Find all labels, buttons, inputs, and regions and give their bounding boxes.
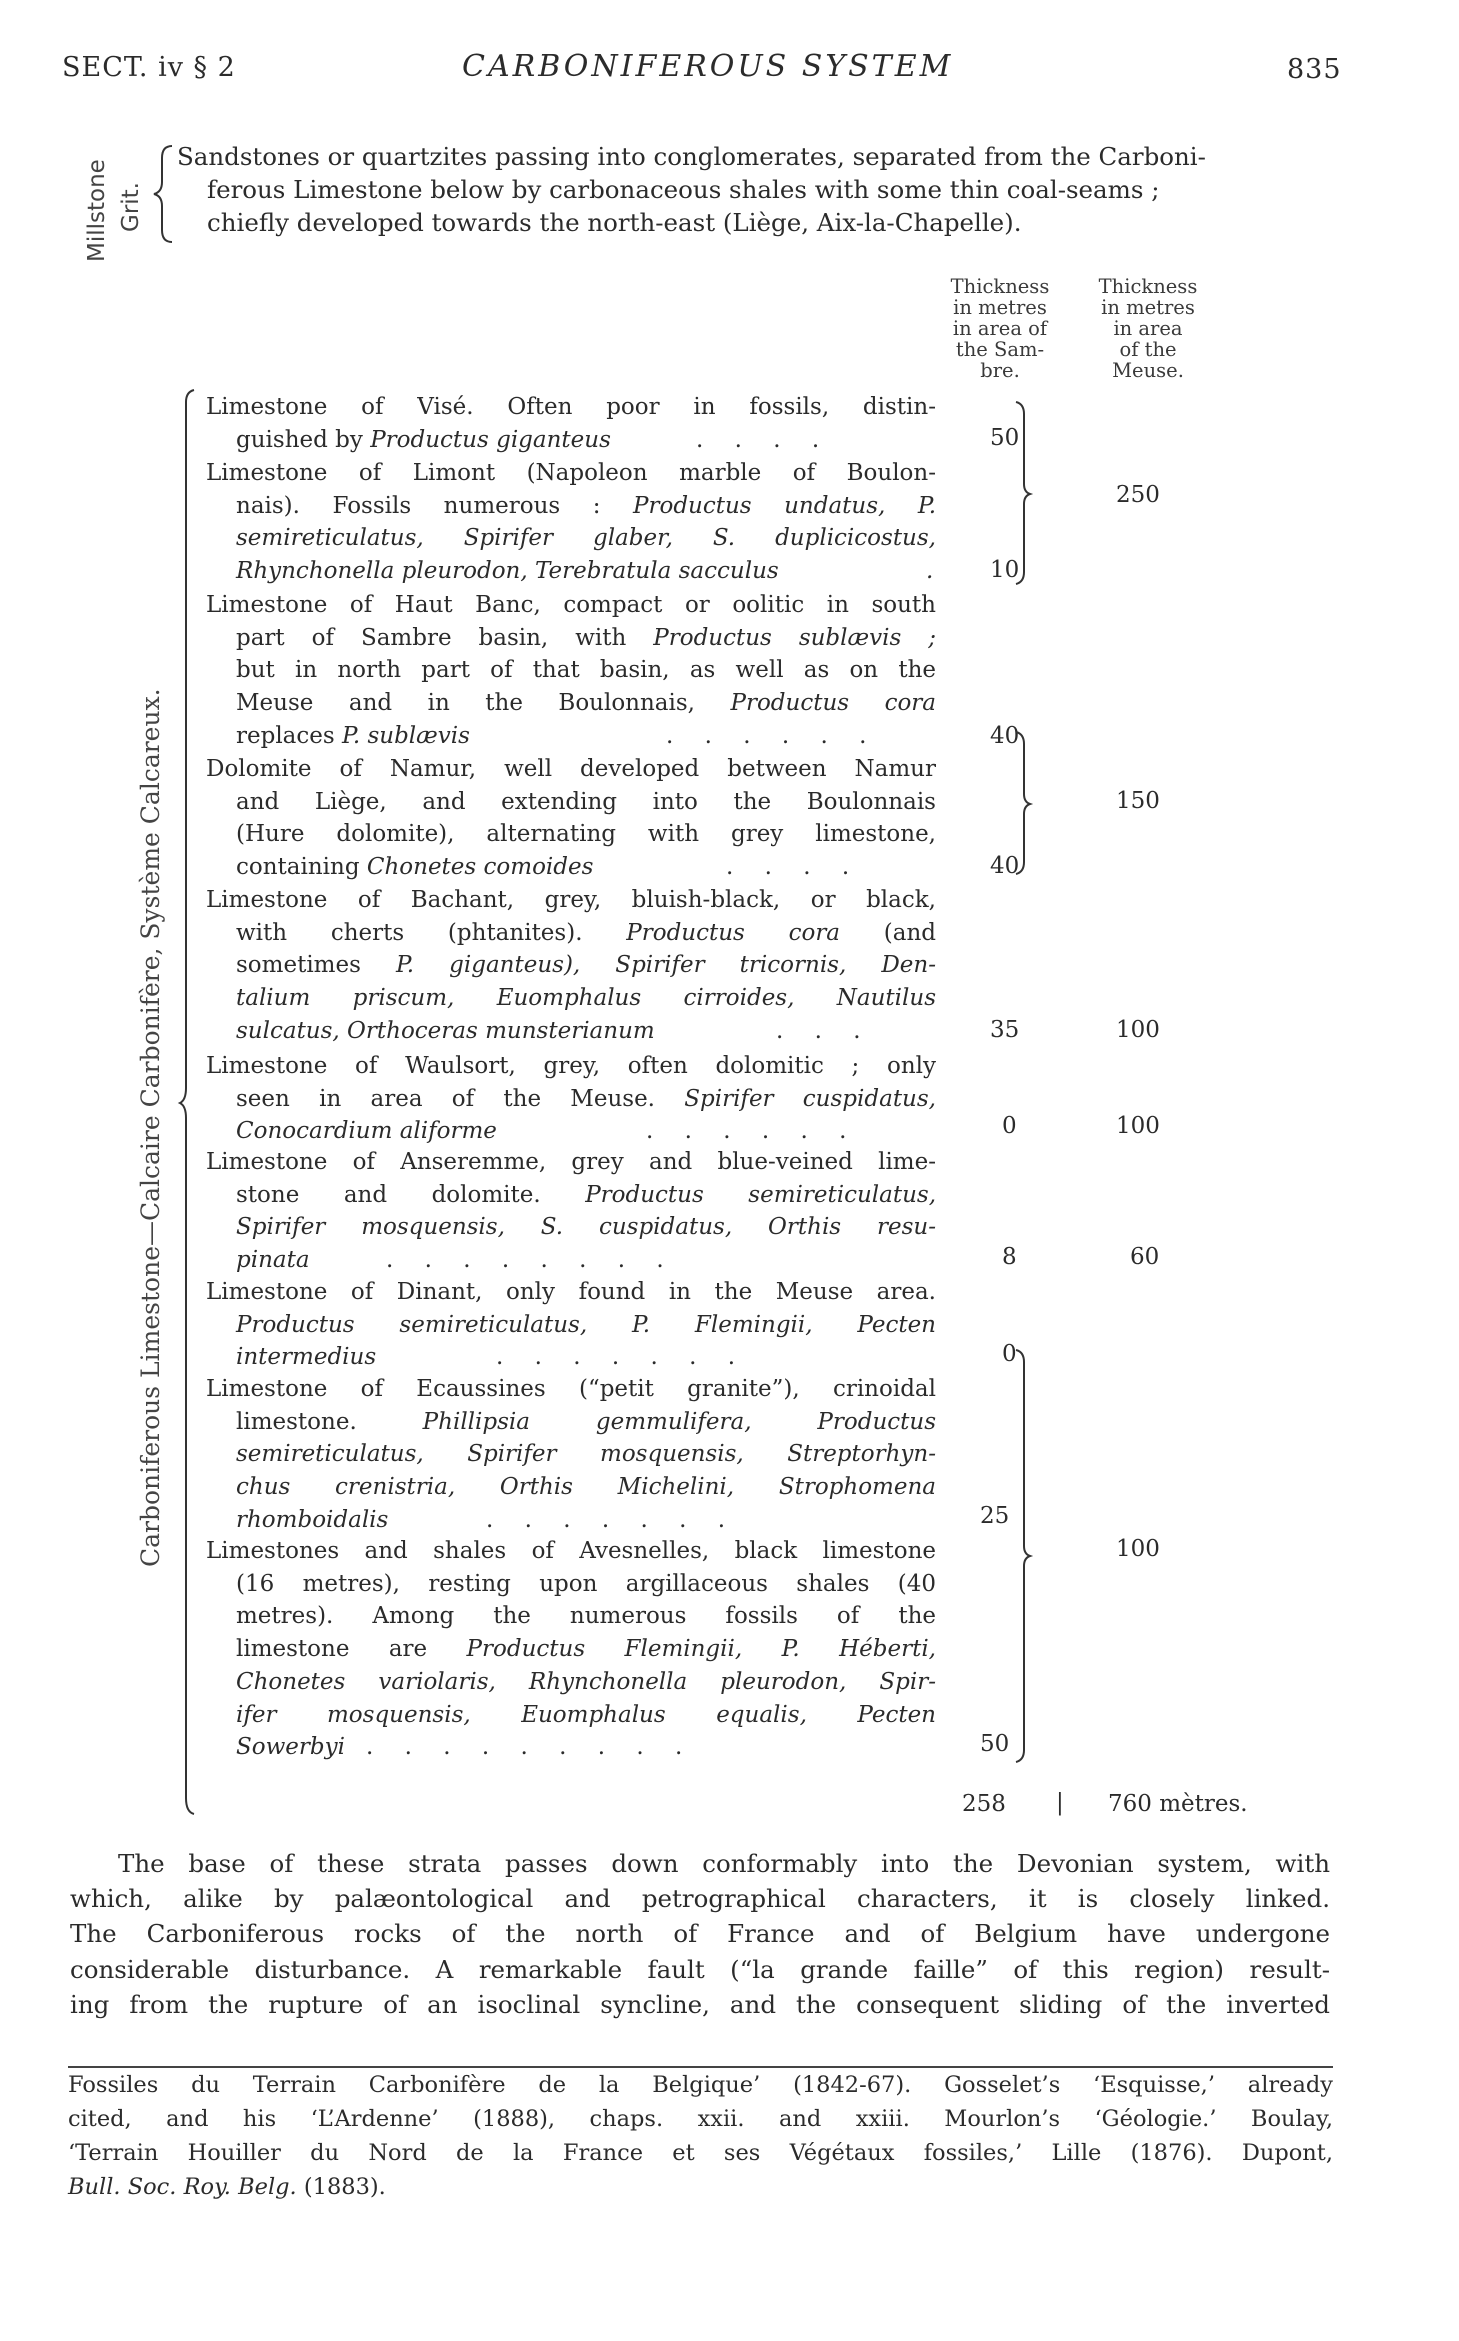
sambre-value: 8 — [1002, 1244, 1017, 1270]
millstone-description — [177, 140, 1317, 239]
meuse-value: 250 — [1116, 482, 1160, 508]
limestone-brace — [172, 388, 208, 1818]
meuse-value: 100 — [1116, 1017, 1160, 1043]
millstone-line: ferous Limestone below by carbonaceous shales with some thin coal-seams ; — [207, 175, 1160, 204]
millstone-line: chiefly developed towards the north-east (Liège, Aix-la-Chapelle). — [207, 208, 1022, 237]
sambre-value: 50 — [980, 1731, 1010, 1757]
sambre-value: 40 — [990, 853, 1020, 879]
footnote-line: ‘Terrain Houiller du Nord de la France et ses Végétaux fossiles,’ Lille (1876). Dupont, — [68, 2140, 1333, 2166]
meuse-value: 100 — [1116, 1536, 1160, 1562]
entry-namur: Dolomite of Namur, well developed between Namur and Liège, and extending into the Boulonnais (Hure dolomite), alternating with grey limestone, containing Chonetes comoides . . . . — [206, 756, 936, 881]
entry-bachant: Limestone of Bachant, grey, bluish-black, or black, with cherts (phtanites). Productus cora (and sometimes P. giganteus), Spirifer tricornis, Den- talium priscum, Euomphalus cirroides, Nautilus sulcatus, Orthoceras munsterianum . . . — [206, 887, 936, 1044]
sambre-value: 35 — [990, 1017, 1020, 1043]
paragraph-line: ing from the rupture of an isoclinal syncline, and the consequent sliding of the inverted — [70, 1989, 1330, 2019]
sambre-column-head: Thickness in metres in area of the Sam- bre. — [950, 275, 1050, 382]
entry-vise: Limestone of Visé. Often poor in fossils, distin- guished by Productus giganteus . . . . — [206, 394, 936, 453]
running-title: CARBONIFEROUS SYSTEM — [462, 49, 954, 84]
meuse-value: 60 — [1130, 1244, 1160, 1270]
sambre-brace — [1012, 1346, 1036, 1766]
footnote-line: cited, and his ‘L’Ardenne’ (1888), chaps. xxii. and xxiii. Mourlon’s ‘Géologie.’ Boulay, — [68, 2106, 1333, 2132]
sambre-brace — [1012, 398, 1036, 588]
total-sambre: 258 — [962, 1791, 1006, 1817]
total-separator: | — [1056, 1790, 1064, 1816]
sambre-value: 0 — [1002, 1341, 1017, 1367]
section-ref: SECT. iv § 2 — [62, 52, 236, 83]
entry-dinant: Limestone of Dinant, only found in the Meuse area. Productus semireticulatus, P. Flemingii, Pecten intermedius . . . . . . . — [206, 1279, 936, 1371]
sambre-value: 10 — [990, 557, 1020, 583]
sambre-value: 0 — [1002, 1113, 1017, 1139]
entry-waulsort: Limestone of Waulsort, grey, often dolomitic ; only seen in area of the Meuse. Spirifer cuspidatus, Conocardium aliforme . . . . . . — [206, 1053, 936, 1145]
footnote — [68, 2068, 1333, 2204]
entry-avesnelles: Limestones and shales of Avesnelles, black limestone (16 metres), resting upon argillaceous shales (40 metres). Among the numerous fossils of the limestone are Productus Flemingii, P. Héberti, Chonetes variolaris, Rhynchonella pleurodon, Spir- ifer mosquensis, Euomphalus equalis, Pecten Sowerbyi . . . . . . . . . — [206, 1538, 936, 1761]
entry-haut-banc: Limestone of Haut Banc, compact or oolitic in south part of Sambre basin, with Productus sublævis ; but in north part of that basin, as well as on the Meuse and in the Boulonnais, Productus cora replaces P. sublævis . . . . . . — [206, 592, 936, 749]
sambre-value: 25 — [980, 1503, 1010, 1529]
meuse-value: 100 — [1116, 1113, 1160, 1139]
sambre-brace — [1012, 728, 1036, 878]
meuse-value: 150 — [1116, 788, 1160, 814]
page-number: 835 — [1287, 54, 1342, 85]
sambre-value: 40 — [990, 723, 1020, 749]
entry-anseremme: Limestone of Anseremme, grey and blue-veined lime- stone and dolomite. Productus semireticulatus, Spirifer mosquensis, S. cuspidatus, Orthis resu- pinata . . . . . . . . — [206, 1149, 937, 1274]
meuse-column-head: Thickness in metres in area of the Meuse. — [1098, 275, 1198, 382]
sambre-value: 50 — [990, 425, 1020, 451]
paragraph-line: which, alike by palæontological and petrographical characters, it is closely linked. — [70, 1884, 1330, 1914]
paragraph-line: The base of these strata passes down conformably into the Devonian system, with — [118, 1849, 1330, 1878]
millstone-label: Millstone — [84, 159, 110, 262]
paragraph-line: considerable disturbance. A remarkable fault (“la grande faille” of this region) result- — [70, 1954, 1330, 1984]
millstone-line: Sandstones or quartzites passing into conglomerates, separated from the Carboni- — [177, 142, 1206, 171]
carboniferous-limestone-label: Carboniferous Limestone—Calcaire Carbonifère, Système Calcareux. — [136, 688, 165, 1567]
entry-ecaussines: Limestone of Ecaussines (“petit granite”), crinoidal limestone. Phillipsia gemmulifera, Productus semireticulatus, Spirifer mosquensis, Streptorhyn- chus crenistria, Orthis Michelini, Strophomena rhomboidalis . . . . . . . — [206, 1376, 936, 1533]
total-meuse: 760 mètres. — [1108, 1791, 1248, 1817]
body-paragraph — [70, 1846, 1330, 2022]
millstone-brace — [150, 144, 180, 244]
paragraph-line: The Carboniferous rocks of the north of France and of Belgium have undergone — [70, 1919, 1330, 1949]
footnote-line: Bull. Soc. Roy. Belg. (1883). — [68, 2174, 386, 2200]
grit-label: Grit. — [118, 182, 144, 232]
entry-limont: Limestone of Limont (Napoleon marble of Boulon- nais). Fossils numerous : Productus undatus, P. semireticulatus, Spirifer glaber, S. duplicicostus, Rhynchonella pleurodon, Terebratula sacculus . — [206, 460, 937, 585]
footnote-line: Fossiles du Terrain Carbonifère de la Belgique’ (1842-67). Gosselet’s ‘Esquisse,’ already — [68, 2072, 1333, 2098]
